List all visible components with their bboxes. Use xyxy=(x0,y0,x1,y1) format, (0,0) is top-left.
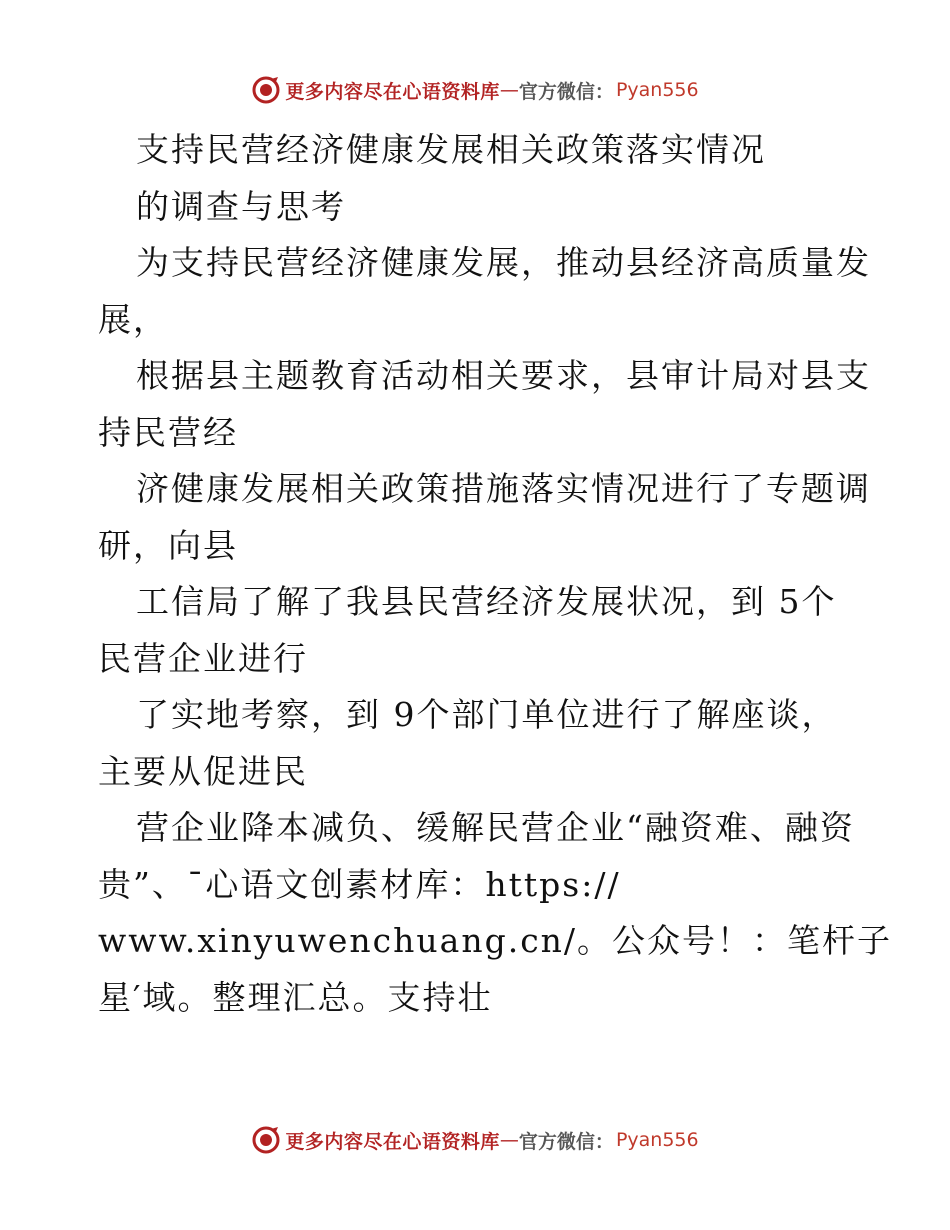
paragraph-line: www.xinyuwenchuang.cn/。公众号！：笔杆子 xyxy=(98,921,893,960)
banner-title: 更多内容尽在心语资料库 xyxy=(285,1130,500,1153)
paragraph-line: 星′域。整理汇总。支持壮 xyxy=(98,977,493,1017)
banner-dash: — xyxy=(499,79,519,101)
quill-circle-logo-icon xyxy=(251,1125,281,1155)
document-body xyxy=(98,122,893,1026)
banner-title: 更多内容尽在心语资料库 xyxy=(285,80,500,103)
paragraph-line: 研，向县 xyxy=(98,525,238,565)
title-line-1: 支持民营经济健康发展相关政策落实情况 xyxy=(136,130,766,169)
quill-circle-logo-icon xyxy=(251,75,281,105)
banner-dash: — xyxy=(499,1129,519,1151)
paragraph-line: 济健康发展相关政策措施落实情况进行了专题调 xyxy=(136,469,871,508)
header-banner xyxy=(0,72,950,108)
paragraph-line: 主要从促进民 xyxy=(98,751,308,791)
banner-wechat-id: Pyan556 xyxy=(615,1129,699,1151)
banner-wechat-id: Pyan556 xyxy=(615,79,699,101)
footer-banner xyxy=(0,1122,950,1158)
paragraph-line: 贵”、¯心语文创素材库：https:// xyxy=(98,864,621,904)
paragraph-line: 了实地考察，到 9个部门单位进行了解座谈， xyxy=(136,695,837,734)
paragraph-line: 根据县主题教育活动相关要求，县审计局对县支 xyxy=(136,356,871,395)
paragraph-line: 为支持民营经济健康发展，推动县经济高质量发 xyxy=(136,243,871,282)
paragraph-line: 展， xyxy=(98,299,168,339)
banner-wechat-label: 官方微信： xyxy=(518,80,614,103)
banner-wechat-label: 官方微信： xyxy=(518,1130,614,1153)
paragraph-line: 工信局了解了我县民营经济发展状况，到 5个 xyxy=(136,582,837,621)
paragraph-line: 民营企业进行 xyxy=(98,638,308,678)
paragraph-line: 持民营经 xyxy=(98,412,238,452)
title-line-2: 的调查与思考 xyxy=(136,186,346,226)
paragraph-line: 营企业降本减负、缓解民营企业“融资难、融资 xyxy=(136,808,855,847)
